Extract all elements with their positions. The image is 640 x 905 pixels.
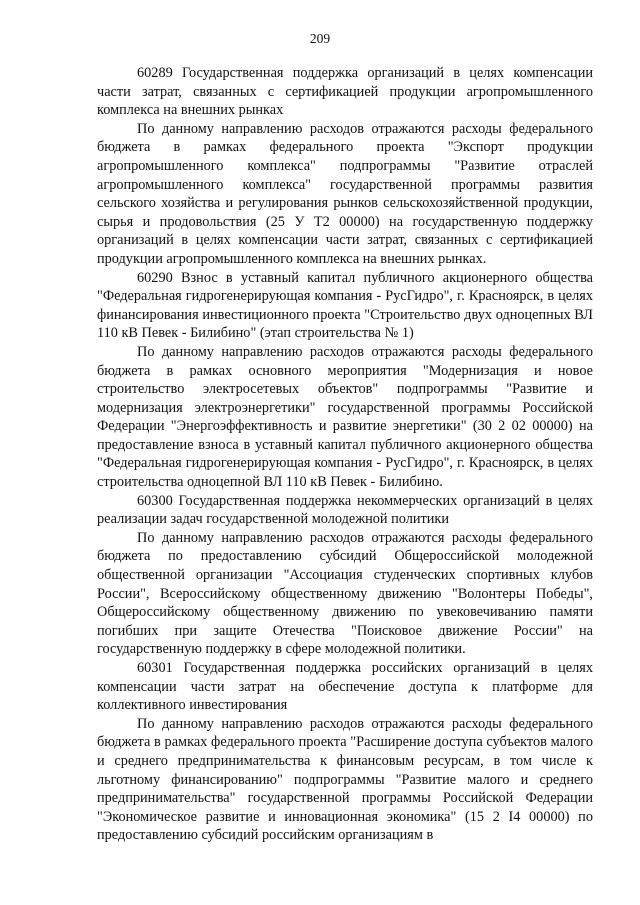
paragraph-60301-description: По данному направлению расходов отражаются расходы федерального бюджета в рамках федерального проекта "Расширение доступа субъектов малого и среднего предпринимательства к финансовым ресурсам, в том числе к льготному финансированию" подпрограммы "Развитие малого и среднего предпринимательства" государственной программы Российской Федерации "Экономическое развитие и инновационная экономика" (15 2 I4 00000) по предоставлению субсидий российским организациям в <box>97 715 593 844</box>
paragraph-60290-heading: 60290 Взнос в уставный капитал публичного акционерного общества "Федеральная гидрогенерирующая компания - РусГидро", г. Красноярск, в целях финансирования инвестиционного проекта "Строительство двух одноцепных ВЛ 110 кВ Певек - Билибино" (этап строительства № 1) <box>97 269 593 342</box>
paragraph-60300-heading: 60300 Государственная поддержка некоммерческих организаций в целях реализации задач государственной молодежной политики <box>97 492 593 528</box>
paragraph-60300-description: По данному направлению расходов отражаются расходы федерального бюджета по предоставлению субсидий Общероссийской молодежной общественной организации "Ассоциация студенческих спортивных клубов России", Всероссийскому общественному движению "Волонтеры Победы", Общероссийскому общественному движению по увековечиванию памяти погибших при защите Отечества "Поисковое движение России" на государственную поддержку в сфере молодежной политики. <box>97 529 593 658</box>
page-body <box>97 64 593 845</box>
paragraph-60289-description: По данному направлению расходов отражаются расходы федерального бюджета в рамках федерального проекта "Экспорт продукции агропромышленного комплекса" подпрограммы "Развитие отраслей агропромышленного комплекса" государственной программы развития сельского хозяйства и регулирования рынков сельскохозяйственной продукции, сырья и продовольствия (25 У Т2 00000) на государственную поддержку организаций в целях компенсации части затрат, связанных с сертификацией продукции агропромышленного комплекса на внешних рынках. <box>97 120 593 267</box>
paragraph-60290-description: По данному направлению расходов отражаются расходы федерального бюджета в рамках основного мероприятия "Модернизация и новое строительство электросетевых объектов" подпрограммы "Развитие и модернизация электроэнергетики" государственной программы Российской Федерации "Энергоэффективность и развитие энергетики" (30 2 02 00000) на предоставление взноса в уставный капитал публичного акционерного общества "Федеральная гидрогенерирующая компания - РусГидро", г. Красноярск, в целях строительства одноцепной ВЛ 110 кВ Певек - Билибино. <box>97 343 593 491</box>
paragraph-60301-heading: 60301 Государственная поддержка российских организаций в целях компенсации части затрат на обеспечение доступа к платформе для коллективного инвестирования <box>97 660 593 714</box>
page-number: 209 <box>309 31 331 46</box>
paragraph-60289-heading: 60289 Государственная поддержка организаций в целях компенсации части затрат, связанных с сертификацией продукции агропромышленного комплекса на внешних рынках <box>97 65 593 119</box>
